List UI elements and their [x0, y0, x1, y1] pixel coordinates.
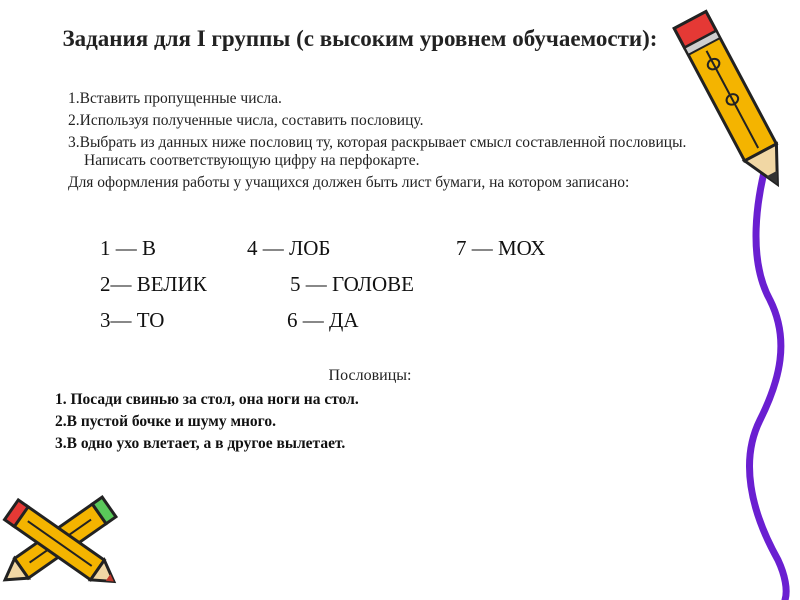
word-5: 5 — ГОЛОВЕ [290, 272, 414, 296]
word-4: 4 — ЛОБ [247, 236, 331, 260]
task-item-3: 3.Выбрать из данных ниже пословиц ту, которая раскрывает смысл составленной пословицы. Написать соответствующую цифру на перфокарте. [68, 134, 687, 169]
task-item-2: 2.Используя полученные числа, составить пословицу. [68, 112, 424, 129]
word-2: 2— ВЕЛИК [100, 272, 207, 296]
proverb-1: 1. Посади свинью за стол, она ноги на стол. [55, 391, 359, 408]
task-note: Для оформления работы у учащихся должен быть лист бумаги, на котором записано: [68, 174, 630, 191]
proverb-3: 3.В одно ухо влетает, а в другое вылетает. [55, 435, 346, 452]
task-list [68, 90, 718, 196]
pencil-ribbon-icon [660, 0, 800, 600]
proverb-list [55, 389, 359, 455]
slide-title: Задания для I группы (с высоким уровнем обучаемости): [62, 26, 658, 51]
word-1: 1 — В [100, 236, 157, 260]
word-7: 7 — МОХ [456, 236, 546, 260]
proverbs-heading: Пословицы: [328, 367, 412, 384]
word-3: 3— ТО [100, 308, 165, 332]
proverb-2: 2.В пустой бочке и шуму много. [55, 413, 276, 430]
crossed-pencils-icon [0, 480, 140, 600]
word-6: 6 — ДА [287, 308, 359, 332]
task-item-1: 1.Вставить пропущенные числа. [68, 90, 282, 107]
